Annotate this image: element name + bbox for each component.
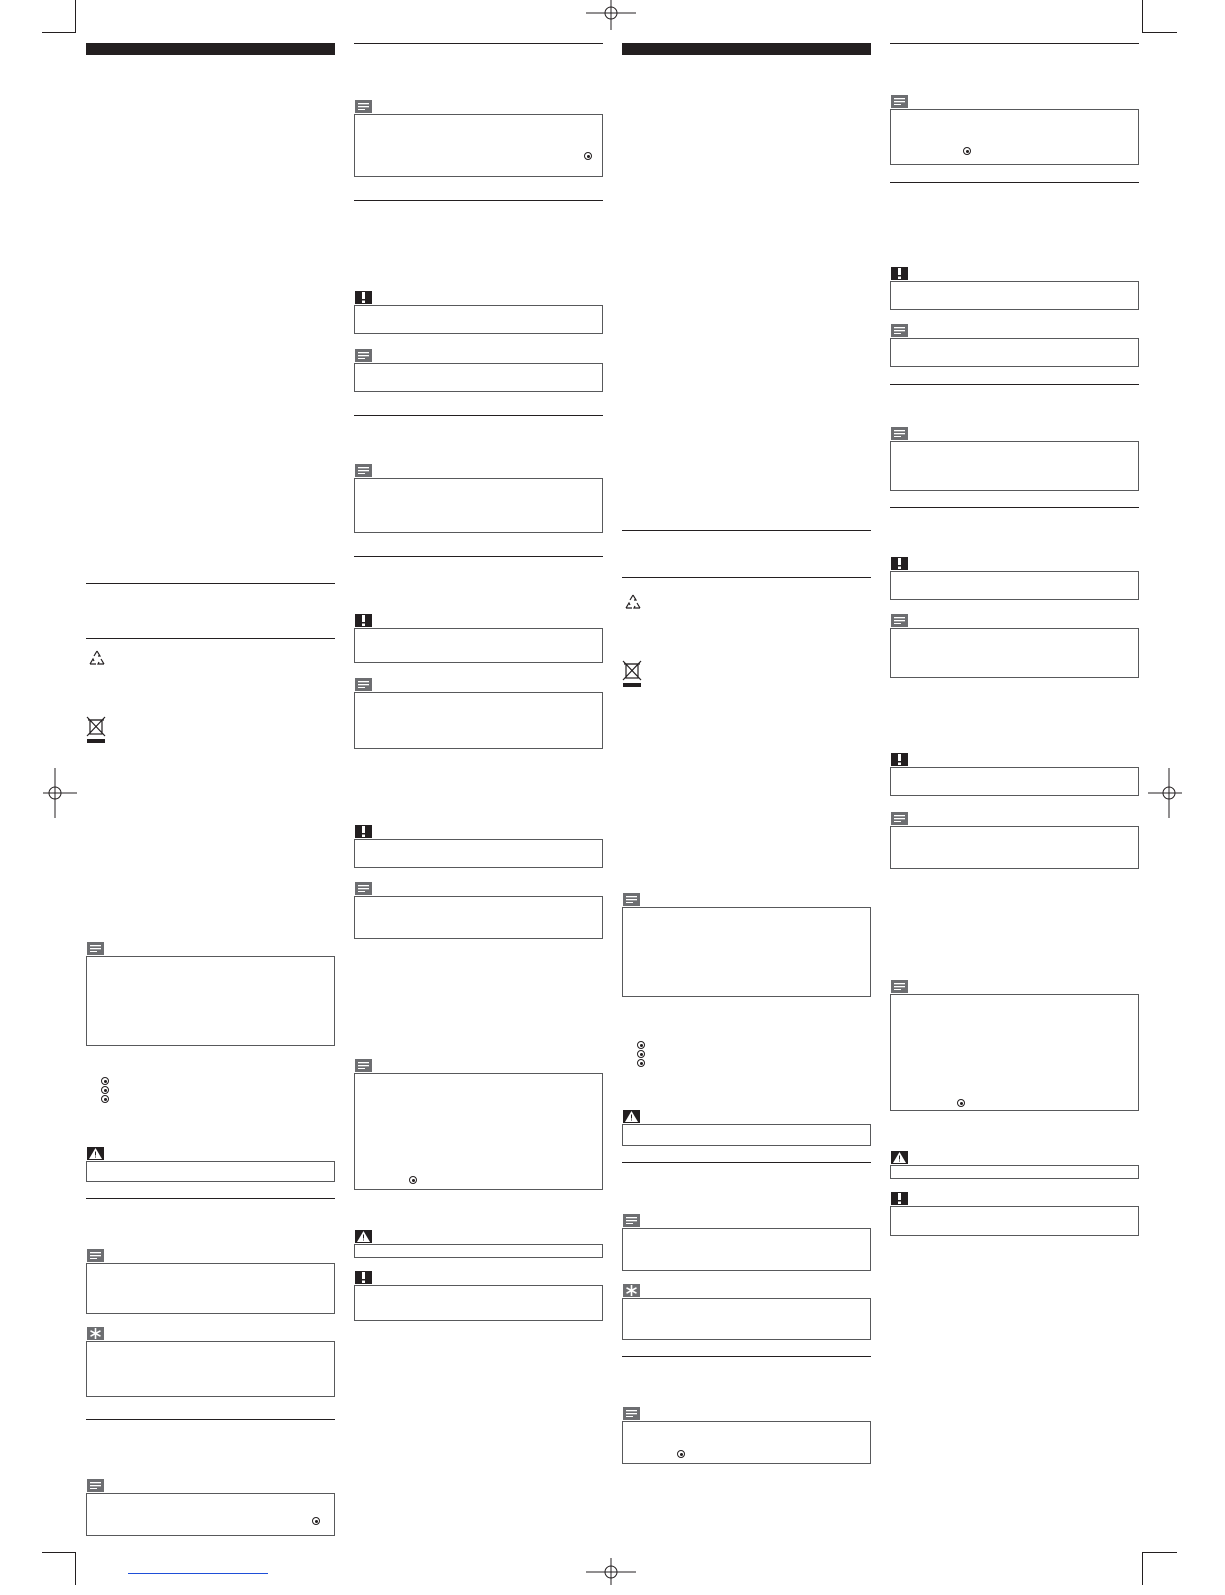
round-button-icon: [637, 1050, 645, 1058]
crossed-bin-icon: [86, 716, 106, 744]
registration-crosshair-icon: [35, 768, 85, 818]
exclamation-icon: [355, 825, 372, 838]
note-box: [622, 1421, 871, 1464]
round-button-icon: [637, 1041, 645, 1049]
section-divider: [622, 530, 871, 531]
section-divider: [86, 583, 335, 584]
exclamation-icon: [891, 1192, 908, 1205]
round-button-icon: [312, 1517, 320, 1525]
note-lines-icon: [891, 427, 908, 440]
caution-box: [890, 767, 1139, 796]
note-lines-icon: [87, 1479, 104, 1492]
note-lines-icon: [355, 882, 372, 895]
note-box: [86, 956, 335, 1046]
note-lines-icon: [355, 1059, 372, 1072]
warning-triangle-icon: [623, 1110, 640, 1123]
note-lines-icon: [891, 324, 908, 337]
section-divider: [354, 415, 603, 416]
exclamation-icon: [891, 267, 908, 280]
note-lines-icon: [891, 95, 908, 108]
section-divider: [890, 182, 1139, 183]
section-divider: [622, 1162, 871, 1163]
section-divider: [890, 507, 1139, 508]
section-divider: [86, 1419, 335, 1420]
round-button-icon: [101, 1095, 109, 1103]
warning-triangle-icon: [87, 1147, 104, 1160]
caution-box: [354, 628, 603, 663]
footer-link-underline: [128, 1573, 268, 1574]
section-divider: [354, 556, 603, 557]
section-divider: [86, 638, 335, 639]
caution-box: [354, 839, 603, 868]
caution-box: [890, 571, 1139, 600]
round-button-icon: [101, 1077, 109, 1085]
note-box: [890, 826, 1139, 869]
note-box: [890, 441, 1139, 491]
round-button-icon: [409, 1176, 417, 1184]
round-button-icon: [637, 1059, 645, 1067]
section-divider: [890, 43, 1139, 44]
note-lines-icon: [355, 100, 372, 113]
round-button-icon: [957, 1099, 965, 1107]
section-divider: [354, 43, 603, 44]
warning-box: [86, 1161, 335, 1182]
warning-triangle-icon: [355, 1230, 372, 1243]
caution-box: [354, 1285, 603, 1321]
round-button-icon: [101, 1086, 109, 1094]
caution-box: [354, 305, 603, 334]
exclamation-icon: [891, 753, 908, 766]
note-lines-icon: [891, 614, 908, 627]
registration-crosshair-icon: [586, 1545, 636, 1595]
exclamation-icon: [355, 291, 372, 304]
crossed-bin-icon: [622, 660, 642, 688]
note-box: [890, 994, 1139, 1111]
warning-box: [622, 1124, 871, 1146]
round-button-icon: [584, 152, 592, 160]
section-divider: [890, 384, 1139, 385]
registration-crosshair-icon: [1148, 768, 1198, 818]
section-header-bar: [86, 43, 335, 55]
caution-box: [890, 281, 1139, 310]
note-lines-icon: [355, 678, 372, 691]
note-lines-icon: [891, 980, 908, 993]
warning-box: [890, 1165, 1139, 1179]
round-button-icon: [677, 1450, 685, 1458]
note-box: [354, 692, 603, 749]
exclamation-icon: [355, 614, 372, 627]
tip-asterisk-icon: [87, 1327, 104, 1340]
note-lines-icon: [355, 349, 372, 362]
section-divider: [622, 577, 871, 578]
note-box: [622, 907, 871, 997]
note-box: [354, 1073, 603, 1190]
note-lines-icon: [355, 464, 372, 477]
note-box: [890, 338, 1139, 367]
tip-asterisk-icon: [623, 1284, 640, 1297]
section-header-bar: [622, 43, 871, 55]
note-lines-icon: [87, 1249, 104, 1262]
note-lines-icon: [623, 893, 640, 906]
note-box: [354, 114, 603, 177]
section-divider: [354, 200, 603, 201]
exclamation-icon: [891, 557, 908, 570]
note-box: [354, 478, 603, 533]
note-box: [86, 1263, 335, 1314]
tip-box: [86, 1341, 335, 1397]
tip-box: [622, 1298, 871, 1340]
warning-triangle-icon: [891, 1151, 908, 1164]
note-box: [86, 1493, 335, 1536]
note-box: [890, 109, 1139, 165]
recycle-icon: [86, 648, 108, 670]
note-box: [622, 1228, 871, 1271]
note-lines-icon: [623, 1407, 640, 1420]
note-lines-icon: [891, 812, 908, 825]
caution-box: [890, 1206, 1139, 1236]
section-divider: [86, 1198, 335, 1199]
note-box: [354, 896, 603, 939]
warning-box: [354, 1244, 603, 1258]
note-box: [890, 628, 1139, 678]
note-lines-icon: [623, 1214, 640, 1227]
exclamation-icon: [355, 1271, 372, 1284]
section-divider: [622, 1356, 871, 1357]
recycle-icon: [622, 592, 644, 614]
note-box: [354, 363, 603, 392]
round-button-icon: [963, 147, 971, 155]
note-lines-icon: [87, 942, 104, 955]
